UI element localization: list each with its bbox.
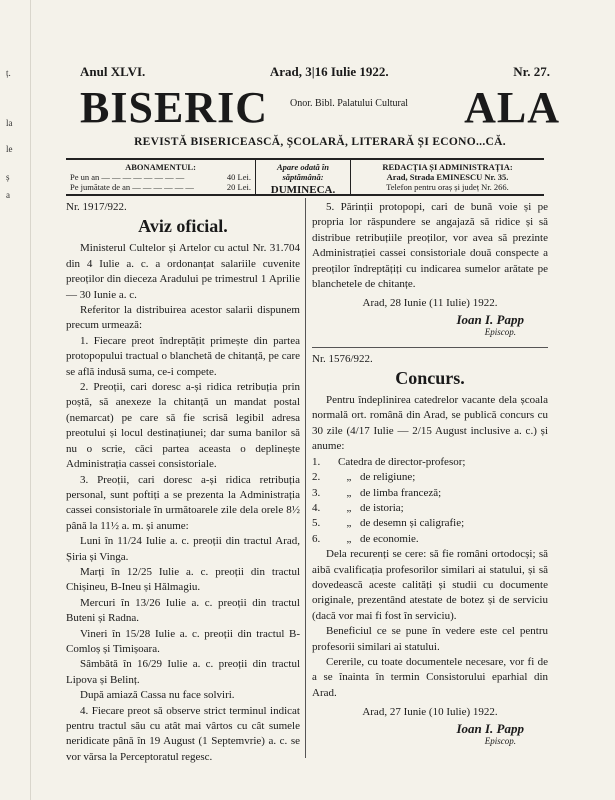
editorial-phone: Telefon pentru oraș și județ Nr. 266. [386, 182, 509, 192]
place-date: Arad, 3|16 Iulie 1922. [269, 64, 389, 79]
masthead-line [80, 64, 550, 80]
margin-mark: ș [6, 172, 10, 182]
concurs-list-item [312, 516, 548, 531]
subscription-price: 20 Lei. [226, 182, 251, 192]
publication-frequency-box [256, 160, 351, 194]
subscription-label: Pe un an — — — — — — — — [70, 172, 185, 182]
subscription-row [70, 182, 251, 192]
ditto-mark: „ [346, 517, 352, 530]
aviz-signature: Ioan I. Papp [456, 311, 524, 327]
list-number: 5. [312, 517, 321, 530]
margin-mark: ț. [6, 68, 11, 78]
aviz-schedule-item: Mercuri în 13/26 Iulie a. c. preoții din tractul Buteni și Radna. [66, 596, 300, 625]
aviz-paragraph: 3. Preoții, cari doresc a-și ridica retribuția personal, sunt poftiți a se prezenta la Administrația cassei consistoriale în următoarele zile dela orele 8½ până la 11½ a. m. și anume: [66, 473, 300, 532]
left-column [66, 200, 300, 765]
list-number: 1. [312, 455, 321, 468]
left-margin-strip [0, 0, 31, 800]
editorial-address: Arad, Strada EMINESCU Nr. 35. [386, 172, 509, 182]
issue-number: Nr. 27. [513, 64, 550, 79]
ditto-mark: „ [346, 532, 352, 545]
library-stamp: Onor. Bibl. Palatului Cultural [290, 98, 409, 109]
aviz-schedule-item: Luni în 11/24 Iulie a. c. preoții din tractul Arad, Șiria și Vinga. [66, 535, 300, 563]
subscription-row [70, 172, 251, 182]
frequency-label: Apare odată în săptămână: [277, 162, 329, 182]
subscription-box [66, 160, 256, 194]
list-text: de limba franceză; [360, 486, 442, 499]
list-number: 3. [312, 486, 321, 499]
aviz-signature-title: Episcop. [484, 327, 516, 338]
list-text: de religiune; [360, 471, 416, 484]
aviz-paragraph: 1. Fiecare preot îndreptățit primește din partea protopopului tractual o blanchetă de chitanță, pe care se află indusă suma, ce-i compete. [66, 334, 300, 378]
title-left-part: BISERIC [80, 83, 268, 132]
list-number: 4. [312, 501, 321, 514]
info-bar [66, 158, 544, 196]
ditto-mark: „ [346, 486, 352, 499]
section-separator [312, 347, 548, 348]
aviz-paragraph: După amiază Cassa nu face solviri. [80, 689, 235, 702]
ditto-mark: „ [346, 471, 352, 484]
list-text: de desemn și caligrafie; [360, 517, 465, 530]
ditto-mark: „ [346, 501, 352, 514]
editorial-heading: REDACȚIA ȘI ADMINISTRAȚIA: [382, 162, 513, 172]
editorial-box [351, 160, 544, 194]
aviz-number: Nr. 1917/922. [66, 201, 127, 213]
title-right-part: ALA [464, 83, 560, 132]
concurs-signature-title: Episcop. [484, 736, 516, 746]
column-divider [305, 198, 306, 758]
concurs-number: Nr. 1576/922. [312, 352, 373, 365]
margin-mark: a [6, 190, 10, 200]
concurs-list-item [312, 486, 548, 501]
volume-year: Anul XLVI. [80, 64, 146, 79]
list-number: 2. [312, 471, 321, 484]
concurs-intro: Pentru îndeplinirea catedrelor vacante dela școala normală ort. română din Arad, se publică concurs cu 30 zile (4/17 Iulie — 2/15 August inclusive a. c.) și anume: [312, 394, 548, 453]
aviz-schedule-item: Marți în 12/25 Iulie a. c. preoții din tractul Chișineu, B-Ineu și Hălmagiu. [66, 565, 300, 594]
concurs-signature: Ioan I. Papp [456, 720, 524, 736]
aviz-paragraph: 5. Părinții protopopi, cari de bună voie și pe propria lor răspundere se angajază să ridice și să distribue retribuțiile preoților, vor avea să prezinte Administrației cassei consistoriale două conspecte a preoților îndreptățiți cu indicarea sumelor arătate pe blanchetele de chitanțe. [312, 201, 548, 291]
subscription-heading: ABONAMENTUL: [125, 162, 196, 172]
concurs-paragraph: Beneficiul ce se pune în vedere este cel pentru profesorii similari ai statului. [312, 625, 548, 653]
concurs-list-item [312, 455, 548, 470]
aviz-heading: Aviz oficial. [138, 216, 228, 237]
list-number: 6. [312, 532, 321, 545]
subscription-price: 40 Lei. [226, 172, 251, 182]
concurs-date: Arad, 27 Iunie (10 Iulie) 1922. [362, 706, 498, 719]
subscription-label: Pe jumătate de an — — — — — — [70, 182, 194, 192]
list-text: de istoria; [360, 501, 404, 514]
concurs-list-item [312, 501, 548, 516]
concurs-list-item [312, 470, 548, 485]
concurs-heading: Concurs. [395, 368, 465, 389]
aviz-date: Arad, 28 Iunie (11 Iulie) 1922. [362, 297, 498, 310]
margin-mark: la [6, 118, 13, 128]
concurs-paragraph: Dela recurenți se cere: să fie români ortodocși; să aibă cvalificația profesorilor similari ai statului, și să dovedească aceste calități și studii cu documente originale, prezentând atestate de botez și de serviciu (dacă vor mai fi fost în serviciu). [312, 548, 548, 622]
concurs-list-item [312, 532, 548, 547]
list-text: Catedra de director-profesor; [338, 455, 466, 468]
aviz-schedule-item: Sâmbătă în 16/29 Iulie a. c. preoții din tractul Lipova și Belinț. [66, 658, 300, 686]
aviz-paragraph: Referitor la distribuirea acestor salarii dispunem precum urmează: [66, 304, 300, 332]
right-column [312, 200, 548, 749]
list-text: de economie. [360, 532, 419, 545]
concurs-paragraph: Cererile, cu toate documentele necesare, vor fi de a se înainta în termin Consistorului eparhial din Arad. [312, 655, 548, 699]
aviz-schedule-item: Vineri în 15/28 Iulie a. c. preoții din tractul B-Comloș și Timișoara. [66, 627, 300, 655]
newspaper-subtitle: REVISTĂ BISERICEASCĂ, ȘCOLARĂ, LITERARĂ ȘI ECONO...CĂ. [134, 136, 506, 148]
newspaper-title [80, 82, 560, 134]
aviz-paragraph: 4. Fiecare preot să observe strict terminul indicat pentru tractul său cu atât mai vârtos cu cât sumele neridicate până în 19 August (1 Septemvrie) a. c. se vor vărsa la Perceptoratul regesc. [66, 704, 300, 763]
aviz-paragraph: Ministerul Cultelor și Artelor cu actul Nr. 31.704 din 4 Iulie a. c. a ordonanțat salariile cuvenite preoților din dieceza Aradului pe trimestrul 1 Aprilie — 30 Iunie a. c. [66, 242, 300, 301]
frequency-day: DUMINECA. [270, 184, 336, 196]
aviz-paragraph: 2. Preoții, cari doresc a-și ridica retribuția prin poștă, să anexeze la chitanță un mandat postal (nemarcat) pe care să fie scrisă legibil adresa preotului și locul destinațiunei; dar suma banilor să nu o scrie, căci partea aceasta o deplinește Administrația cassei consistoriale. [66, 381, 300, 471]
margin-mark: le [6, 144, 13, 154]
